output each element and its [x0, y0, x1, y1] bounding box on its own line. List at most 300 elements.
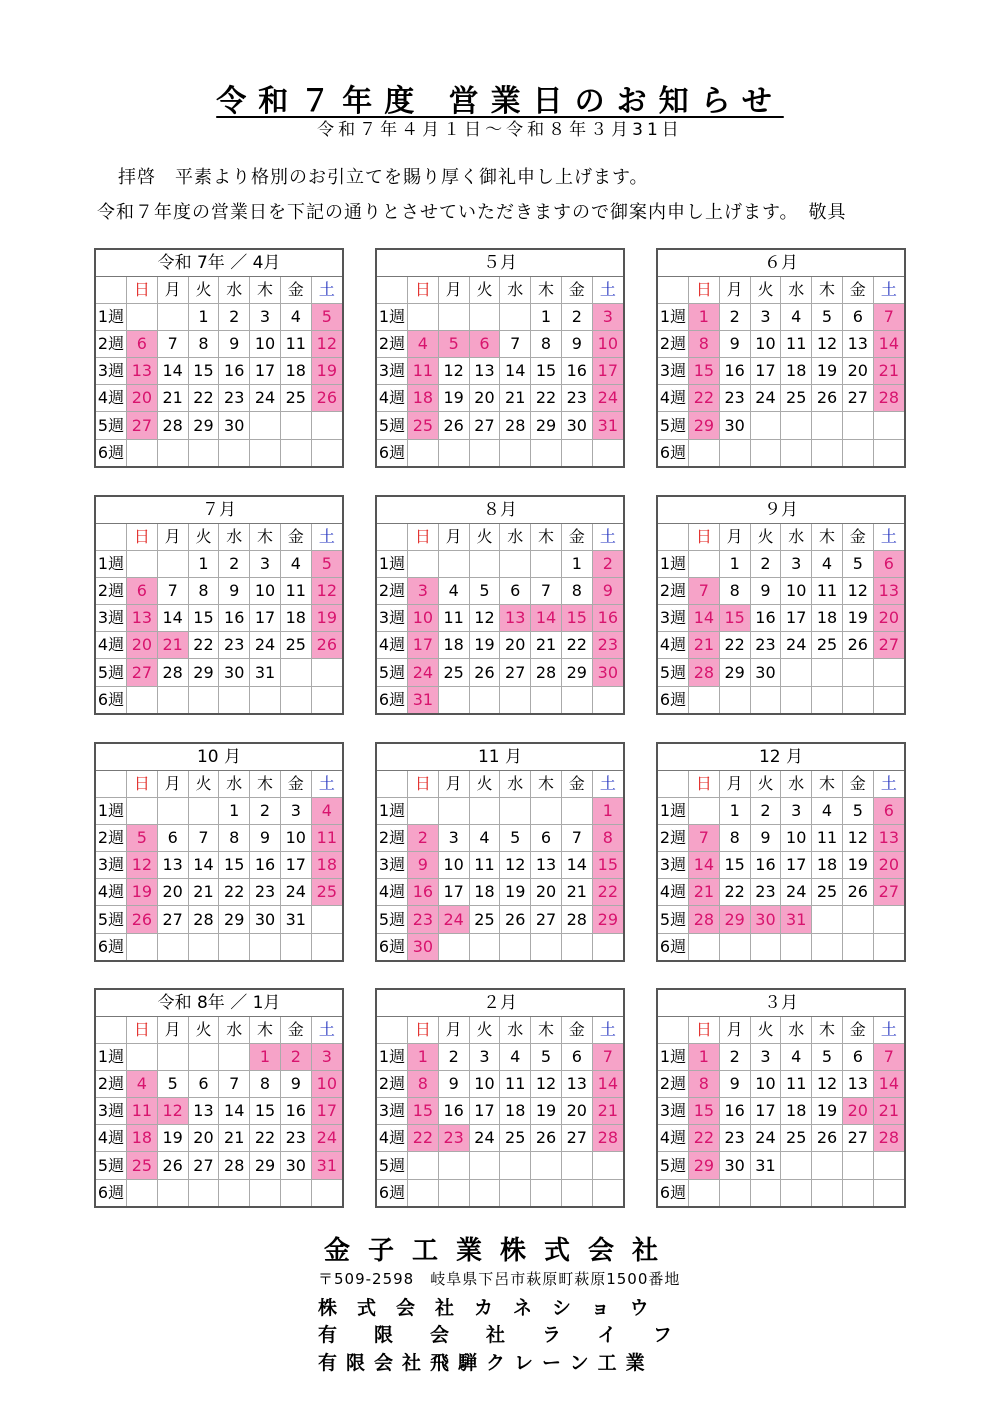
business-date-cell: 4 — [500, 1044, 531, 1071]
month-title: 令和 7年 ／ 4月 — [96, 250, 342, 277]
empty-date-cell — [719, 1179, 750, 1206]
weekday-header: 土 — [873, 771, 904, 798]
week-label: 4週 — [377, 632, 408, 659]
holiday-date-cell: 31 — [781, 906, 812, 933]
weekday-header: 金 — [561, 277, 592, 304]
business-date-cell: 9 — [750, 825, 781, 852]
business-date-cell: 9 — [219, 331, 250, 358]
weekday-header: 日 — [127, 1017, 158, 1044]
holiday-date-cell: 31 — [592, 412, 623, 439]
business-date-cell: 11 — [812, 825, 843, 852]
empty-date-cell — [127, 439, 158, 466]
empty-date-cell — [280, 686, 311, 713]
holiday-date-cell: 15 — [719, 605, 750, 632]
business-date-cell: 28 — [500, 412, 531, 439]
week-label: 2週 — [377, 825, 408, 852]
empty-date-cell — [157, 933, 188, 960]
month-title: 令和 8年 ／ 1月 — [96, 990, 342, 1017]
business-date-cell: 18 — [781, 1098, 812, 1125]
empty-date-cell — [592, 933, 623, 960]
holiday-date-cell: 3 — [408, 578, 439, 605]
week-label: 2週 — [96, 578, 127, 605]
business-date-cell: 19 — [842, 605, 873, 632]
business-date-cell: 1 — [561, 551, 592, 578]
empty-date-cell — [531, 1179, 562, 1206]
week-label: 3週 — [658, 852, 689, 879]
business-date-cell: 1 — [719, 798, 750, 825]
holiday-date-cell: 7 — [873, 1044, 904, 1071]
week-label: 6週 — [658, 1179, 689, 1206]
weekday-header: 日 — [127, 771, 158, 798]
empty-date-cell — [127, 551, 158, 578]
period-subtitle: 令和７年４月１日～令和８年３月31日 — [317, 120, 683, 140]
business-date-cell: 3 — [750, 1044, 781, 1071]
business-date-cell: 30 — [280, 1152, 311, 1179]
weekday-header: 金 — [280, 277, 311, 304]
weekday-header: 水 — [500, 771, 531, 798]
week-label: 6週 — [96, 686, 127, 713]
holiday-date-cell: 12 — [157, 1098, 188, 1125]
empty-date-cell — [219, 1179, 250, 1206]
week-label: 1週 — [377, 798, 408, 825]
holiday-date-cell: 28 — [592, 1125, 623, 1152]
business-date-cell: 21 — [188, 879, 219, 906]
business-date-cell: 9 — [719, 1071, 750, 1098]
week-label: 4週 — [377, 385, 408, 412]
empty-date-cell — [561, 686, 592, 713]
empty-date-cell — [469, 686, 500, 713]
weekday-header: 火 — [750, 524, 781, 551]
week-label: 2週 — [96, 331, 127, 358]
week-label: 1週 — [377, 551, 408, 578]
business-date-cell: 2 — [438, 1044, 469, 1071]
weekday-header: 日 — [689, 1017, 720, 1044]
corner-cell — [96, 277, 127, 304]
holiday-date-cell: 16 — [408, 879, 439, 906]
empty-date-cell — [689, 798, 720, 825]
business-date-cell: 1 — [188, 551, 219, 578]
week-label: 3週 — [96, 605, 127, 632]
weekday-header: 金 — [280, 771, 311, 798]
empty-date-cell — [311, 659, 342, 686]
weekday-header: 土 — [311, 771, 342, 798]
week-label: 2週 — [377, 578, 408, 605]
holiday-date-cell: 8 — [689, 331, 720, 358]
corner-cell — [377, 771, 408, 798]
business-date-cell: 30 — [561, 412, 592, 439]
business-date-cell: 22 — [719, 879, 750, 906]
business-date-cell: 31 — [250, 659, 281, 686]
business-date-cell: 22 — [531, 385, 562, 412]
week-label: 4週 — [96, 632, 127, 659]
weekday-header: 火 — [750, 1017, 781, 1044]
month-calendar — [94, 988, 344, 1208]
corner-cell — [96, 771, 127, 798]
business-date-cell: 10 — [250, 331, 281, 358]
business-date-cell: 2 — [561, 304, 592, 331]
empty-date-cell — [500, 1152, 531, 1179]
week-label: 1週 — [96, 798, 127, 825]
weekday-header: 金 — [842, 771, 873, 798]
business-date-cell: 16 — [719, 1098, 750, 1125]
month-title: ５月 — [377, 250, 623, 277]
business-date-cell: 6 — [157, 825, 188, 852]
business-date-cell: 4 — [781, 304, 812, 331]
empty-date-cell — [408, 1179, 439, 1206]
business-date-cell: 14 — [157, 605, 188, 632]
business-date-cell: 22 — [188, 385, 219, 412]
business-date-cell: 25 — [812, 632, 843, 659]
business-date-cell: 26 — [812, 1125, 843, 1152]
holiday-date-cell: 25 — [311, 879, 342, 906]
holiday-date-cell: 1 — [689, 304, 720, 331]
empty-date-cell — [469, 1179, 500, 1206]
empty-date-cell — [873, 412, 904, 439]
business-date-cell: 7 — [157, 578, 188, 605]
month-calendar — [94, 742, 344, 962]
business-date-cell: 20 — [157, 879, 188, 906]
holiday-date-cell: 1 — [689, 1044, 720, 1071]
business-date-cell: 15 — [250, 1098, 281, 1125]
business-date-cell: 1 — [219, 798, 250, 825]
business-date-cell: 15 — [719, 852, 750, 879]
business-date-cell: 5 — [812, 1044, 843, 1071]
business-date-cell: 22 — [250, 1125, 281, 1152]
business-date-cell: 28 — [157, 659, 188, 686]
empty-date-cell — [592, 1179, 623, 1206]
empty-date-cell — [311, 906, 342, 933]
business-date-cell: 20 — [188, 1125, 219, 1152]
empty-date-cell — [531, 551, 562, 578]
empty-date-cell — [592, 1152, 623, 1179]
holiday-date-cell: 24 — [592, 385, 623, 412]
holiday-date-cell: 21 — [592, 1098, 623, 1125]
month-title: 10 月 — [96, 744, 342, 771]
business-date-cell: 2 — [219, 304, 250, 331]
business-date-cell: 30 — [750, 659, 781, 686]
week-label: 1週 — [96, 304, 127, 331]
business-date-cell: 22 — [219, 879, 250, 906]
business-date-cell: 3 — [469, 1044, 500, 1071]
holiday-date-cell: 15 — [408, 1098, 439, 1125]
corner-cell — [96, 1017, 127, 1044]
empty-date-cell — [500, 551, 531, 578]
month-title: 11 月 — [377, 744, 623, 771]
business-date-cell: 21 — [531, 632, 562, 659]
business-date-cell: 12 — [500, 852, 531, 879]
holiday-date-cell: 24 — [408, 659, 439, 686]
week-label: 1週 — [658, 551, 689, 578]
empty-date-cell — [219, 1044, 250, 1071]
business-date-cell: 4 — [781, 1044, 812, 1071]
weekday-header: 水 — [219, 1017, 250, 1044]
business-date-cell: 10 — [781, 578, 812, 605]
business-date-cell: 19 — [438, 385, 469, 412]
empty-date-cell — [781, 412, 812, 439]
holiday-date-cell: 2 — [280, 1044, 311, 1071]
business-date-cell: 12 — [842, 578, 873, 605]
business-date-cell: 4 — [812, 551, 843, 578]
empty-date-cell — [873, 659, 904, 686]
business-date-cell: 23 — [280, 1125, 311, 1152]
business-date-cell: 29 — [219, 906, 250, 933]
business-date-cell: 13 — [188, 1098, 219, 1125]
week-label: 2週 — [658, 825, 689, 852]
empty-date-cell — [469, 1152, 500, 1179]
business-date-cell: 23 — [719, 1125, 750, 1152]
week-label: 5週 — [658, 906, 689, 933]
business-date-cell: 14 — [157, 358, 188, 385]
empty-date-cell — [311, 686, 342, 713]
business-date-cell: 13 — [561, 1071, 592, 1098]
business-date-cell: 17 — [250, 605, 281, 632]
business-date-cell: 22 — [561, 632, 592, 659]
week-label: 1週 — [377, 304, 408, 331]
business-date-cell: 14 — [500, 358, 531, 385]
business-date-cell: 24 — [750, 1125, 781, 1152]
week-label: 6週 — [658, 933, 689, 960]
business-date-cell: 20 — [500, 632, 531, 659]
weekday-header: 火 — [188, 524, 219, 551]
weekday-header: 水 — [781, 524, 812, 551]
business-date-cell: 30 — [719, 1152, 750, 1179]
business-date-cell: 18 — [812, 605, 843, 632]
week-label: 2週 — [658, 1071, 689, 1098]
weekday-header: 月 — [719, 524, 750, 551]
business-date-cell: 6 — [842, 1044, 873, 1071]
empty-date-cell — [812, 659, 843, 686]
business-date-cell: 3 — [280, 798, 311, 825]
holiday-date-cell: 4 — [408, 331, 439, 358]
empty-date-cell — [438, 933, 469, 960]
holiday-date-cell: 22 — [408, 1125, 439, 1152]
empty-date-cell — [781, 686, 812, 713]
business-date-cell: 23 — [219, 632, 250, 659]
empty-date-cell — [842, 933, 873, 960]
empty-date-cell — [873, 906, 904, 933]
holiday-date-cell: 13 — [500, 605, 531, 632]
empty-date-cell — [250, 412, 281, 439]
weekday-header: 土 — [873, 1017, 904, 1044]
weekday-header: 日 — [127, 524, 158, 551]
weekday-header: 水 — [500, 277, 531, 304]
week-label: 6週 — [377, 439, 408, 466]
empty-date-cell — [750, 686, 781, 713]
month-calendar — [375, 742, 625, 962]
holiday-date-cell: 19 — [127, 879, 158, 906]
business-date-cell: 25 — [280, 632, 311, 659]
business-date-cell: 8 — [561, 578, 592, 605]
week-label: 3週 — [658, 605, 689, 632]
weekday-header: 水 — [219, 277, 250, 304]
week-label: 6週 — [377, 686, 408, 713]
empty-date-cell — [157, 439, 188, 466]
holiday-date-cell: 29 — [592, 906, 623, 933]
business-date-cell: 7 — [157, 331, 188, 358]
week-label: 3週 — [377, 1098, 408, 1125]
business-date-cell: 1 — [188, 304, 219, 331]
business-date-cell: 21 — [219, 1125, 250, 1152]
business-date-cell: 30 — [219, 412, 250, 439]
business-date-cell: 27 — [157, 906, 188, 933]
business-date-cell: 20 — [469, 385, 500, 412]
business-date-cell: 27 — [188, 1152, 219, 1179]
weekday-header: 金 — [561, 524, 592, 551]
business-date-cell: 11 — [781, 1071, 812, 1098]
holiday-date-cell: 12 — [311, 331, 342, 358]
company-name: 金子工業株式会社 — [323, 1236, 676, 1266]
week-label: 4週 — [96, 879, 127, 906]
empty-date-cell — [280, 412, 311, 439]
business-date-cell: 28 — [188, 906, 219, 933]
holiday-date-cell: 26 — [311, 632, 342, 659]
business-date-cell: 8 — [719, 578, 750, 605]
empty-date-cell — [689, 686, 720, 713]
week-label: 2週 — [377, 331, 408, 358]
business-date-cell: 17 — [469, 1098, 500, 1125]
business-date-cell: 23 — [561, 385, 592, 412]
business-date-cell: 14 — [219, 1098, 250, 1125]
empty-date-cell — [531, 439, 562, 466]
empty-date-cell — [280, 439, 311, 466]
business-date-cell: 29 — [531, 412, 562, 439]
business-date-cell: 2 — [750, 798, 781, 825]
business-date-cell: 18 — [280, 358, 311, 385]
weekday-header: 日 — [689, 771, 720, 798]
month-calendar — [375, 495, 625, 715]
business-date-cell: 23 — [219, 385, 250, 412]
business-date-cell: 15 — [531, 358, 562, 385]
business-date-cell: 25 — [812, 879, 843, 906]
business-date-cell: 11 — [469, 852, 500, 879]
business-date-cell: 25 — [438, 659, 469, 686]
business-date-cell: 28 — [561, 906, 592, 933]
holiday-date-cell: 12 — [127, 852, 158, 879]
week-label: 4週 — [658, 879, 689, 906]
empty-date-cell — [719, 686, 750, 713]
empty-date-cell — [438, 304, 469, 331]
week-label: 2週 — [96, 825, 127, 852]
empty-date-cell — [500, 798, 531, 825]
business-date-cell: 24 — [280, 879, 311, 906]
holiday-date-cell: 14 — [531, 605, 562, 632]
business-date-cell: 2 — [750, 551, 781, 578]
week-label: 6週 — [377, 933, 408, 960]
holiday-date-cell: 3 — [311, 1044, 342, 1071]
weekday-header: 土 — [311, 1017, 342, 1044]
business-date-cell: 18 — [280, 605, 311, 632]
business-date-cell: 16 — [438, 1098, 469, 1125]
empty-date-cell — [873, 933, 904, 960]
business-date-cell: 10 — [438, 852, 469, 879]
business-date-cell: 29 — [719, 659, 750, 686]
holiday-date-cell: 21 — [873, 1098, 904, 1125]
empty-date-cell — [219, 686, 250, 713]
holiday-date-cell: 13 — [873, 578, 904, 605]
holiday-date-cell: 6 — [127, 331, 158, 358]
empty-date-cell — [408, 551, 439, 578]
empty-date-cell — [812, 906, 843, 933]
empty-date-cell — [127, 798, 158, 825]
page-title: 令和７年度 営業日のお知らせ — [216, 84, 784, 119]
corner-cell — [377, 524, 408, 551]
business-date-cell: 4 — [280, 304, 311, 331]
empty-date-cell — [127, 1044, 158, 1071]
business-date-cell: 27 — [842, 1125, 873, 1152]
holiday-date-cell: 18 — [311, 852, 342, 879]
holiday-date-cell: 4 — [127, 1071, 158, 1098]
business-date-cell: 19 — [842, 852, 873, 879]
holiday-date-cell: 29 — [689, 1152, 720, 1179]
empty-date-cell — [689, 933, 720, 960]
weekday-header: 水 — [500, 1017, 531, 1044]
weekday-header: 水 — [219, 524, 250, 551]
business-date-cell: 23 — [750, 879, 781, 906]
holiday-date-cell: 30 — [750, 906, 781, 933]
business-date-cell: 2 — [719, 1044, 750, 1071]
month-title: ７月 — [96, 497, 342, 524]
holiday-date-cell: 15 — [689, 358, 720, 385]
business-date-cell: 17 — [781, 852, 812, 879]
holiday-date-cell: 21 — [689, 879, 720, 906]
business-date-cell: 11 — [438, 605, 469, 632]
business-date-cell: 27 — [500, 659, 531, 686]
empty-date-cell — [127, 1179, 158, 1206]
holiday-date-cell: 25 — [127, 1152, 158, 1179]
empty-date-cell — [280, 659, 311, 686]
holiday-date-cell: 18 — [127, 1125, 158, 1152]
empty-date-cell — [469, 304, 500, 331]
holiday-date-cell: 7 — [689, 578, 720, 605]
business-date-cell: 25 — [781, 1125, 812, 1152]
business-date-cell: 9 — [280, 1071, 311, 1098]
holiday-date-cell: 15 — [561, 605, 592, 632]
month-calendar — [656, 742, 906, 962]
weekday-header: 月 — [438, 277, 469, 304]
weekday-header: 土 — [873, 277, 904, 304]
business-date-cell: 3 — [750, 304, 781, 331]
business-date-cell: 19 — [500, 879, 531, 906]
business-date-cell: 28 — [531, 659, 562, 686]
week-label: 4週 — [96, 385, 127, 412]
holiday-date-cell: 24 — [438, 906, 469, 933]
business-date-cell: 3 — [781, 551, 812, 578]
business-date-cell: 19 — [812, 1098, 843, 1125]
holiday-date-cell: 31 — [311, 1152, 342, 1179]
holiday-date-cell: 15 — [689, 1098, 720, 1125]
empty-date-cell — [873, 1152, 904, 1179]
business-date-cell: 25 — [469, 906, 500, 933]
company-address: 〒509-2598 岐阜県下呂市萩原町萩原1500番地 — [318, 1270, 681, 1288]
holiday-date-cell: 13 — [127, 358, 158, 385]
business-date-cell: 15 — [219, 852, 250, 879]
corner-cell — [96, 524, 127, 551]
business-date-cell: 18 — [469, 879, 500, 906]
month-title: ９月 — [658, 497, 904, 524]
weekday-header: 火 — [188, 1017, 219, 1044]
business-date-cell: 16 — [719, 358, 750, 385]
empty-date-cell — [500, 1179, 531, 1206]
empty-date-cell — [157, 551, 188, 578]
holiday-date-cell: 6 — [127, 578, 158, 605]
business-date-cell: 26 — [842, 879, 873, 906]
holiday-date-cell: 22 — [592, 879, 623, 906]
business-date-cell: 17 — [750, 1098, 781, 1125]
business-date-cell: 8 — [219, 825, 250, 852]
weekday-header: 月 — [719, 771, 750, 798]
weekday-header: 月 — [438, 1017, 469, 1044]
weekday-header: 木 — [531, 524, 562, 551]
